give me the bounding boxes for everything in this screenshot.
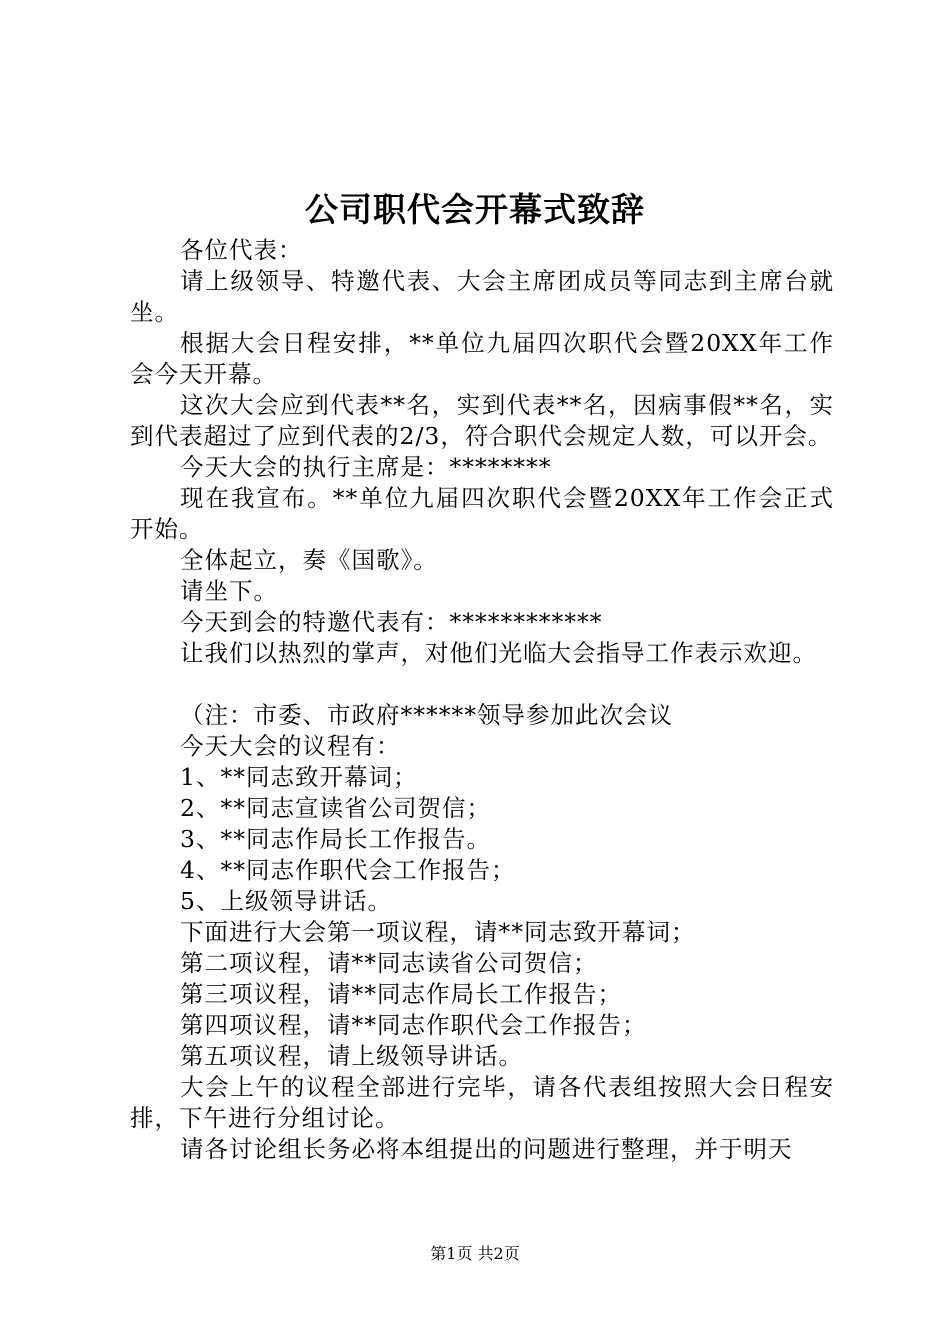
- paragraph-announcement: 现在我宣布。**单位九届四次职代会暨20XX年工作会正式开始。: [130, 484, 834, 543]
- paragraph-opening: 根据大会日程安排，**单位九届四次职代会暨20XX年工作会今天开幕。: [130, 329, 834, 388]
- agenda-item-2: 2、**同志宣读省公司贺信；: [180, 794, 491, 822]
- paragraph-salutation: 各位代表：: [180, 236, 303, 264]
- blank-line: [130, 669, 834, 700]
- paragraph-invite-leaders: 请上级领导、特邀代表、大会主席团成员等同志到主席台就坐。: [130, 267, 834, 326]
- agenda-item-3: 3、**同志作局长工作报告。: [180, 825, 491, 853]
- paragraph-attendance: 这次大会应到代表**名，实到代表**名，因病事假**名，实到代表超过了应到代表的2/3，符合职代会规定人数，可以开会。: [130, 391, 834, 450]
- document-title: 公司职代会开幕式致辞: [305, 190, 645, 229]
- paragraph-agenda-step-4: 第四项议程，请**同志作职代会工作报告；: [180, 1011, 647, 1039]
- page-number-footer: 第1页 共2页: [430, 1244, 520, 1263]
- paragraph-note: （注：市委、市政府******领导参加此次会议: [180, 701, 673, 729]
- agenda-item-5: 5、上级领导讲话。: [180, 887, 392, 915]
- paragraph-agenda-step-3: 第三项议程，请**同志作局长工作报告；: [180, 980, 622, 1008]
- paragraph-agenda-step-5: 第五项议程，请上级领导讲话。: [180, 1042, 523, 1070]
- agenda-item-4: 4、**同志作职代会工作报告；: [180, 856, 516, 884]
- paragraph-agenda-intro: 今天大会的议程有：: [180, 732, 401, 760]
- agenda-item-1: 1、**同志致开幕词；: [180, 763, 418, 791]
- paragraph-be-seated: 请坐下。: [180, 577, 278, 605]
- paragraph-anthem: 全体起立，奏《国歌》。: [180, 546, 438, 574]
- paragraph-welcome: 让我们以热烈的掌声，对他们光临大会指导工作表示欢迎。: [180, 639, 817, 667]
- paragraph-executive-chair: 今天大会的执行主席是：********: [180, 453, 552, 481]
- paragraph-agenda-step-1: 下面进行大会第一项议程，请**同志致开幕词；: [180, 918, 696, 946]
- paragraph-group-leaders: 请各讨论组长务必将本组提出的问题进行整理，并于明天: [180, 1135, 793, 1163]
- document-body: [130, 235, 834, 1165]
- paragraph-agenda-step-2: 第二项议程，请**同志读省公司贺信；: [180, 949, 598, 977]
- paragraph-special-guests: 今天到会的特邀代表有：************: [180, 608, 603, 636]
- paragraph-afternoon-arrangement: 大会上午的议程全部进行完毕，请各代表组按照大会日程安排，下午进行分组讨论。: [130, 1073, 834, 1132]
